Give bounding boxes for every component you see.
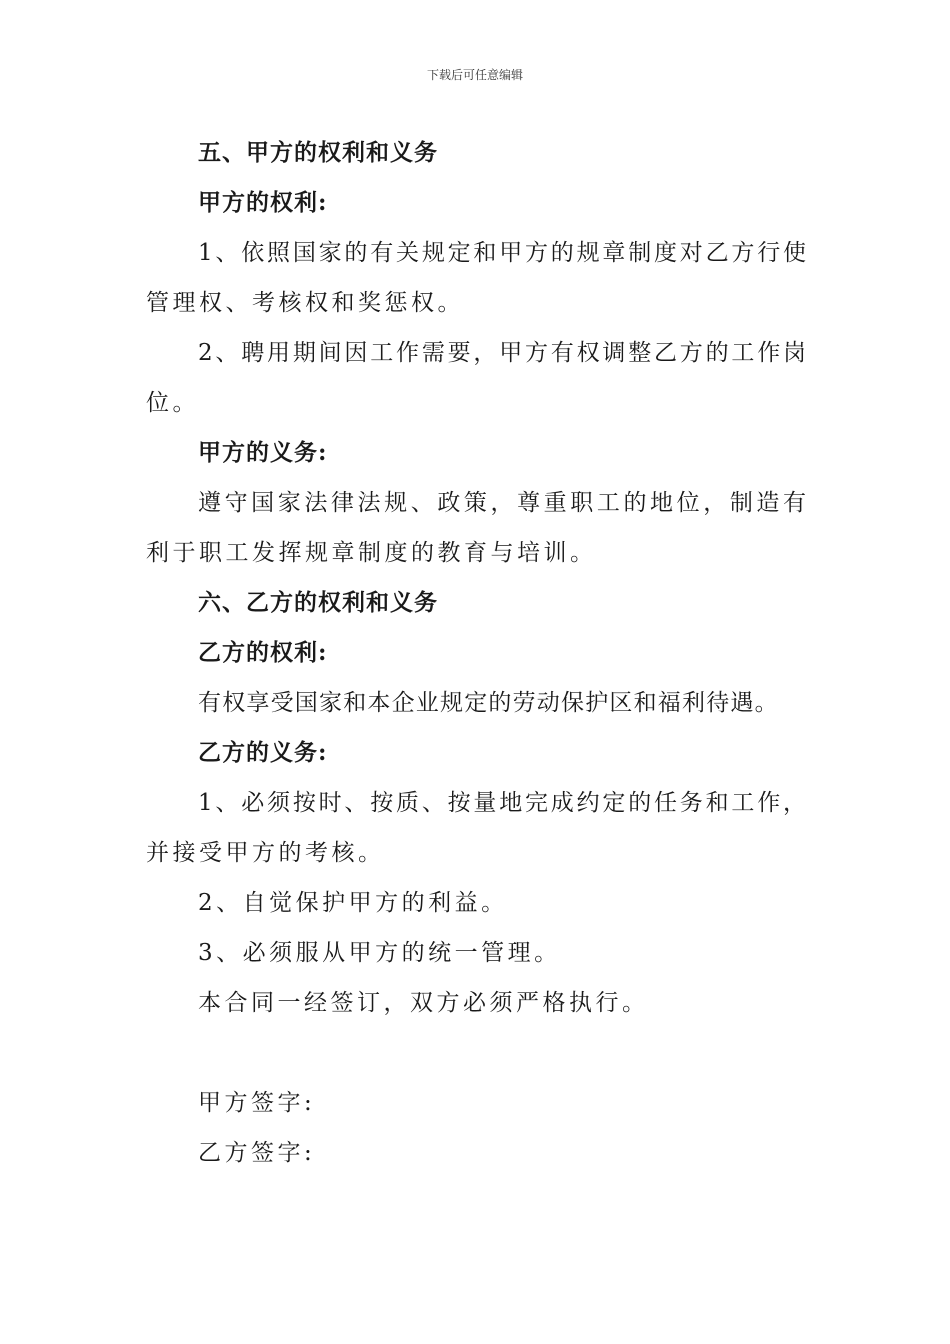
section5-title: 五、甲方的权利和义务 [198,139,438,166]
party-b-signature-label: 乙方签字: [198,1140,316,1166]
spacer [146,1028,806,1078]
party-b-right-line1: 有权享受国家和本企业规定的劳动保护区和福利待遇。 [198,690,779,716]
party-b-duty3: 3、必须服从甲方的统一管理。 [198,940,561,966]
document-body [146,128,806,1178]
party-a-right2-line2: 位。 [146,390,199,416]
party-a-right1-line1: 1、依照国家的有关规定和甲方的规章制度对乙方行使 [198,240,806,266]
party-a-duty-line1: 遵守国家法律法规、政策，尊重职工的地位，制造有 [198,490,806,516]
party-a-right1-line2: 管理权、考核权和奖惩权。 [146,290,464,316]
party-a-duties-heading: 甲方的义务: [198,439,328,466]
party-b-rights-heading: 乙方的权利: [198,639,328,666]
page-header-note: 下载后可任意编辑 [426,68,523,82]
party-b-duty1-line2: 并接受甲方的考核。 [146,840,385,866]
party-b-duty2: 2、自觉保护甲方的利益。 [198,890,508,916]
party-a-right2-line1: 2、聘用期间因工作需要，甲方有权调整乙方的工作岗 [198,340,806,366]
party-a-signature-label: 甲方签字: [198,1090,316,1116]
party-b-duties-heading: 乙方的义务: [198,739,328,766]
party-a-duty-line2: 利于职工发挥规章制度的教育与培训。 [146,540,597,566]
closing-statement: 本合同一经签订，双方必须严格执行。 [198,990,649,1016]
party-a-rights-heading: 甲方的权利: [198,189,328,216]
party-b-duty1-line1: 1、必须按时、按质、按量地完成约定的任务和工作， [198,790,806,816]
section6-title: 六、乙方的权利和义务 [198,589,438,616]
